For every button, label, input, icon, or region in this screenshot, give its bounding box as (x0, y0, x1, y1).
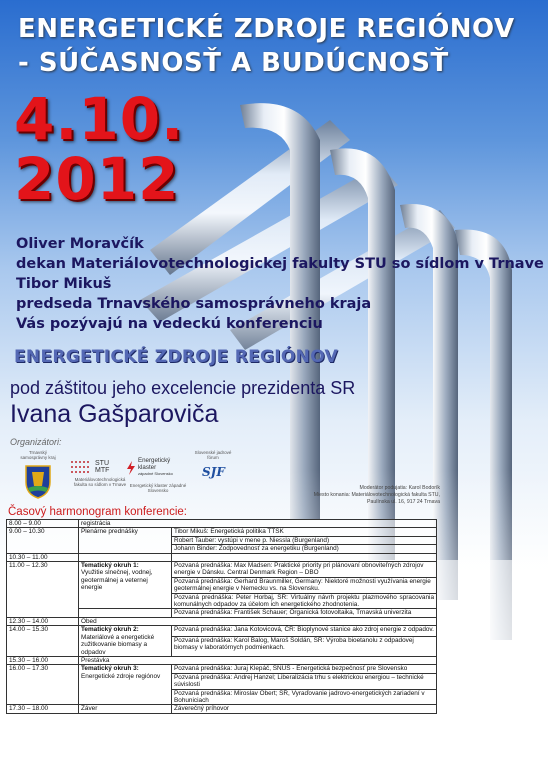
invitation-line-1: Oliver Moravčík (16, 236, 144, 252)
table-row (7, 665, 437, 673)
table-row (7, 705, 437, 713)
schedule-title: Časový harmonogram konferencie: (8, 506, 187, 518)
time-cell: 15.30 – 16.00 (7, 656, 79, 664)
session-heading: Tematický okruh 1: (81, 562, 139, 570)
date-line-2: 2012 (14, 145, 180, 213)
title-line-1: ENERGETICKÉ ZDROJE REGIÓNOV (18, 14, 515, 44)
table-row (7, 528, 437, 536)
moderator-text: Moderátor podujatia: Karol Bodorík (359, 485, 440, 491)
table-row (7, 520, 437, 528)
venue-info (300, 485, 440, 506)
sjf-caption: Slovenské jadrové fórum (194, 450, 232, 460)
talk-cell: Pozvaná prednáška: František Schauer; Organická fotovoltaika, Trnavská univerzita (172, 609, 437, 617)
empty-cell (79, 553, 172, 561)
invitation-line-5: Vás pozývajú na vedeckú konferenciu (16, 316, 323, 332)
time-cell: 9.00 – 10.30 (7, 528, 79, 553)
session-cell (79, 665, 172, 705)
patronage-text: pod záštitou jeho excelencie prezidenta SR (10, 378, 356, 398)
time-cell: 10.30 – 11.00 (7, 553, 79, 561)
table-row (7, 553, 437, 561)
talk-cell: Pozvaná prednáška: Max Madsen: Praktické priority pri plánovaní obnoviteľných zdrojov energie v Dánsku. Central Denmark Region – DBO (172, 562, 437, 578)
stu-mtf-logo (70, 460, 130, 487)
klaster-subname: západné Slovensko (137, 471, 173, 476)
klaster-name: Energetický klaster (137, 457, 171, 471)
time-cell: 17.30 – 18.00 (7, 705, 79, 713)
tsk-logo (18, 450, 58, 505)
title-line-2: - SÚČASNOSŤ A BUDÚCNOSŤ (18, 48, 449, 78)
talk-cell: Pozvaná prednáška: Juraj Klepáč, SNUS - Energetická bezpečnosť pre Slovensko (172, 665, 437, 673)
invitation-line-3: Tibor Mikuš (16, 276, 112, 292)
conference-name: ENERGETICKÉ ZDROJE REGIÓNOV (14, 347, 338, 367)
empty-cell (79, 609, 172, 617)
invitation-line-2: dekan Materiálovotechnologickej fakulty STU so sídlom v Trnave (16, 256, 544, 272)
event-cell: Prestávka (79, 656, 437, 664)
president-name: Ivana Gašparoviča (10, 400, 219, 428)
session-cell (79, 626, 172, 657)
session-heading: Tematický okruh 3: (81, 665, 139, 673)
stu-text: STU (95, 460, 109, 467)
tsk-caption: Trnavský samosprávny kraj (20, 450, 56, 460)
table-row (7, 562, 437, 578)
talk-cell: Pozvaná prednáška: Gerhard Braunmiller, Germany: Niektoré možnosti využívania energie geotermálnej energie v Nemecku vs. na Slovensku. (172, 577, 437, 593)
sjf-logo (190, 450, 236, 479)
event-cell: registrácia (79, 520, 437, 528)
invitation-line-4: predseda Trnavského samosprávneho kraja (16, 296, 372, 312)
sjf-text: SJF (202, 465, 225, 479)
talk-cell: Záverečný príhovor (172, 705, 437, 713)
talk-cell: Pozvaná prednáška: Andrej Hanzel; Liberalizácia trhu s elektrickou energiou – technické súvislosti (172, 673, 437, 689)
talk-cell: Pozvaná prednáška: Karol Balog, Maroš Soldán, SR: Výroba bioetanolu z odpadovej biomasy v laboratórnych podmienkach. (172, 636, 437, 656)
mtf-text: MTF (95, 467, 110, 474)
table-row (7, 656, 437, 664)
venue-line-2: Paulínska ul. 16, 917 24 Trnava (367, 499, 440, 505)
time-cell: 12.30 – 14.00 (7, 617, 79, 625)
tsk-emblem-icon (18, 460, 58, 500)
lightning-icon (126, 461, 136, 475)
session-heading: Tematický okruh 2: (81, 626, 139, 634)
session-cell (79, 562, 172, 609)
session-topic: Materiálové a energetické zužitkovanie biomasy a odpadov (81, 633, 155, 656)
schedule-table (6, 519, 437, 714)
session-cell: Plenárne prednášky (79, 528, 172, 553)
talk-cell: Pozvaná prednáška: Miroslav Obert; SR, Vyraďovanie jadrovo-energetických zariadení v Bohuniciach (172, 689, 437, 705)
klaster-caption: Energetický klaster západné Slovensko (129, 482, 187, 493)
energeticky-klaster-logo (126, 458, 190, 493)
talk-cell: Pozvaná prednáška: Jana Kotovicová, ČR: Bioplynové stanice ako zdroj energie z odpadov. (172, 626, 437, 637)
table-row (7, 617, 437, 625)
event-cell: Záver (79, 705, 172, 713)
time-cell: 11.00 – 12.30 (7, 562, 79, 618)
talk-cell: Pozvaná prednáška: Peter Horbaj, SR: Virtuálny návrh projektu plazmového spracovania komunálnych odpadov za účelom ich energetického zhodnotenia. (172, 593, 437, 609)
talk-cell: Robert Tauber: vystúpi v mene p. Niessla (Burgenland) (172, 536, 437, 544)
empty-cell (172, 553, 437, 561)
session-topic: Energetické zdroje regiónov (81, 672, 161, 680)
venue-line-1: Miesto konania: Materiálovotechnologická fakulta STU, (313, 492, 440, 498)
time-cell: 14.00 – 15.30 (7, 626, 79, 657)
time-cell: 8.00 – 9.00 (7, 520, 79, 528)
stu-caption: Materiálovotechnologická fakulta so sídlom v Trnave (73, 477, 127, 487)
session-topic: Využitie slnečnej, vodnej, geotermálnej a veternej energie (81, 569, 153, 592)
time-cell: 16.00 – 17.30 (7, 665, 79, 705)
talk-cell: Tibor Mikuš: Energetická politika TTSK (172, 528, 437, 536)
organizers-label: Organizátori: (10, 437, 62, 447)
stu-dots-icon (70, 460, 92, 474)
talk-cell: Johann Binder: Zodpovednosť za energetiku (Burgenland) (172, 545, 437, 553)
table-row (7, 626, 437, 637)
event-cell: Obed (79, 617, 437, 625)
date-line-1: 4.10. (14, 85, 185, 153)
